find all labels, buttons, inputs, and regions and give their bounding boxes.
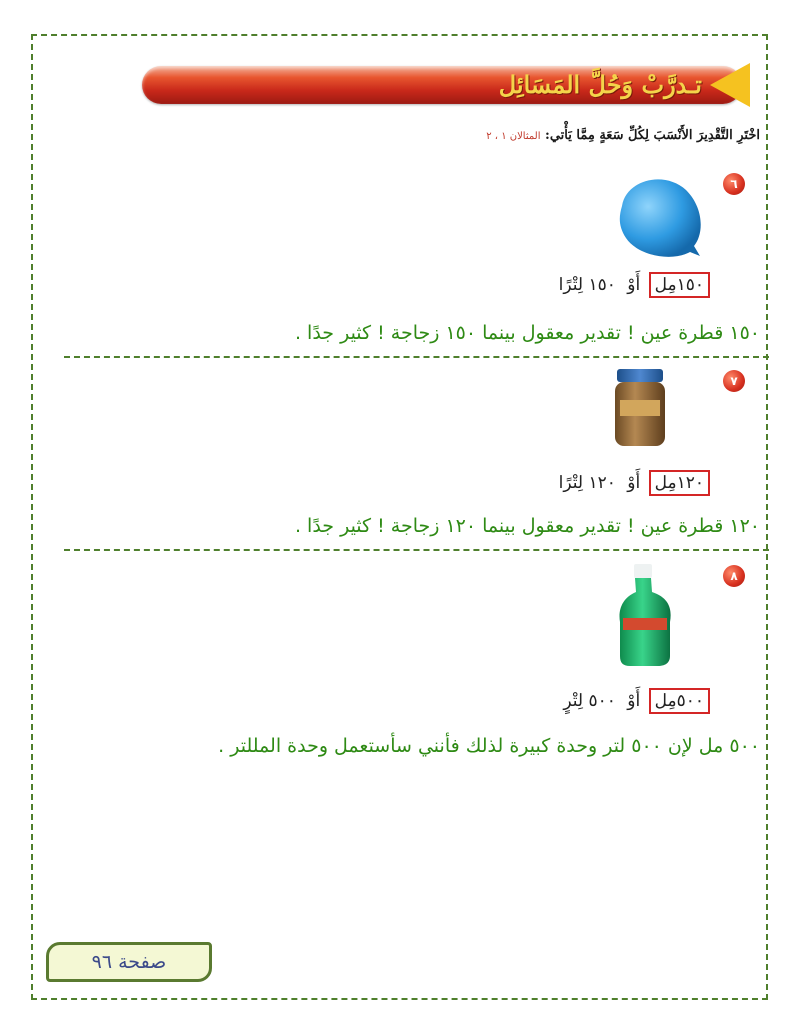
bottle-icon: [618, 564, 674, 668]
or-word: أَوْ: [627, 473, 641, 493]
answer-explanation: ١٥٠ قطرة عين ! تقدير معقول بينما ١٥٠ زجاجة ! كثير جدًا .: [294, 322, 760, 344]
or-word: أَوْ: [627, 275, 641, 295]
separator: [64, 356, 769, 358]
other-option: ٥٠٠ لِتْرٍ: [563, 691, 616, 711]
answer-explanation: ٥٠٠ مل لإن ٥٠٠ لتر وحدة كبيرة لذلك فأنني سأستعمل وحدة المللتر .: [218, 735, 760, 757]
answer-explanation: ١٢٠ قطرة عين ! تقدير معقول بينما ١٢٠ زجاجة ! كثير جدًا .: [294, 515, 760, 537]
or-word: أَوْ: [627, 691, 641, 711]
other-option: ١٥٠ لِتْرًا: [558, 275, 616, 295]
selected-answer: ١٢٠مِل: [649, 470, 710, 496]
selected-answer: ١٥٠مِل: [649, 272, 710, 298]
problem-options: [556, 470, 710, 496]
instructions-text: اخْتَرِ التَّقْدِيرَ الأَنْسَبَ لِكُلِّ سَعَةٍ مِمَّا يَأْتي:: [545, 128, 760, 143]
jar-icon: [612, 368, 668, 450]
banner-arrow-icon: [710, 63, 750, 107]
problem-options: [560, 688, 710, 714]
problem-number-badge: ٦: [723, 173, 745, 195]
selected-answer: ٥٠٠مِل: [649, 688, 710, 714]
problem-number-badge: ٧: [723, 370, 745, 392]
page-number-label: صفحة ٩٦: [46, 942, 212, 982]
section-banner: [142, 66, 742, 104]
separator: [64, 549, 769, 551]
other-option: ١٢٠ لِتْرًا: [558, 473, 616, 493]
problem-number-badge: ٨: [723, 565, 745, 587]
problem-options: [556, 272, 710, 298]
section-title: تـدرَّبْ وَحُلَّ المَسَائِل: [498, 70, 702, 99]
examples-reference: المثالان ١ ، ٢: [486, 131, 541, 142]
balloon-icon: [612, 172, 712, 272]
instructions: [486, 128, 760, 143]
